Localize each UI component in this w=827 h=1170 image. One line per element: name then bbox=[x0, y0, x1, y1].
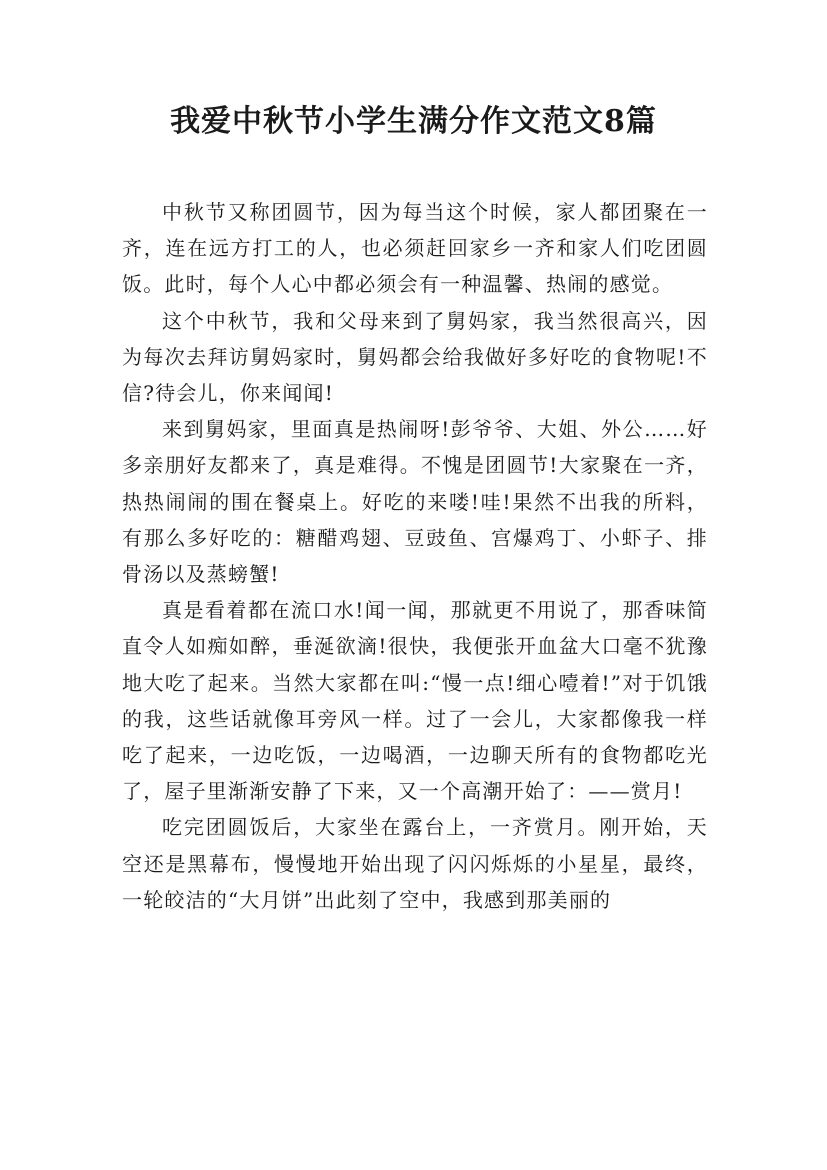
document-body bbox=[122, 194, 708, 918]
paragraph: 来到舅妈家，里面真是热闹呀!彭爷爷、大姐、外公……好多亲朋好友都来了，真是难得。不愧是团圆节!大家聚在一齐，热热闹闹的围在餐桌上。好吃的来喽!哇!果然不出我的所料，有那么多好吃的：糖醋鸡翅、豆豉鱼、宫爆鸡丁、小虾子、排骨汤以及蒸螃蟹! bbox=[122, 417, 708, 587]
document-title: 我爱中秋节小学生满分作文范文8篇 bbox=[170, 104, 657, 139]
paragraph: 真是看着都在流口水!闻一闻，那就更不用说了，那香味简直令人如痴如醉，垂涎欲滴!很快，我便张开血盆大口毫不犹豫地大吃了起来。当然大家都在叫:“慢一点!细心噎着!”对于饥饿的我，这些话就像耳旁风一样。过了一会儿，大家都像我一样吃了起来，一边吃饭，一边喝酒，一边聊天所有的食物都吃光了，屋子里渐渐安静了下来，又一个高潮开始了：——赏月! bbox=[122, 598, 708, 804]
paragraph: 这个中秋节，我和父母来到了舅妈家，我当然很高兴，因为每次去拜访舅妈家时，舅妈都会给我做好多好吃的食物呢!不信?待会儿，你来闻闻! bbox=[122, 308, 708, 406]
paragraph: 中秋节又称团圆节，因为每当这个时候，家人都团聚在一齐，连在远方打工的人，也必须赶回家乡一齐和家人们吃团圆饭。此时，每个人心中都必须会有一种温馨、热闹的感觉。 bbox=[122, 200, 708, 297]
paragraph: 吃完团圆饭后，大家坐在露台上，一齐赏月。刚开始，天空还是黑幕布，慢慢地开始出现了闪闪烁烁的小星星，最终，一轮皎洁的“大月饼”出此刻了空中，我感到那美丽的 bbox=[122, 815, 708, 912]
